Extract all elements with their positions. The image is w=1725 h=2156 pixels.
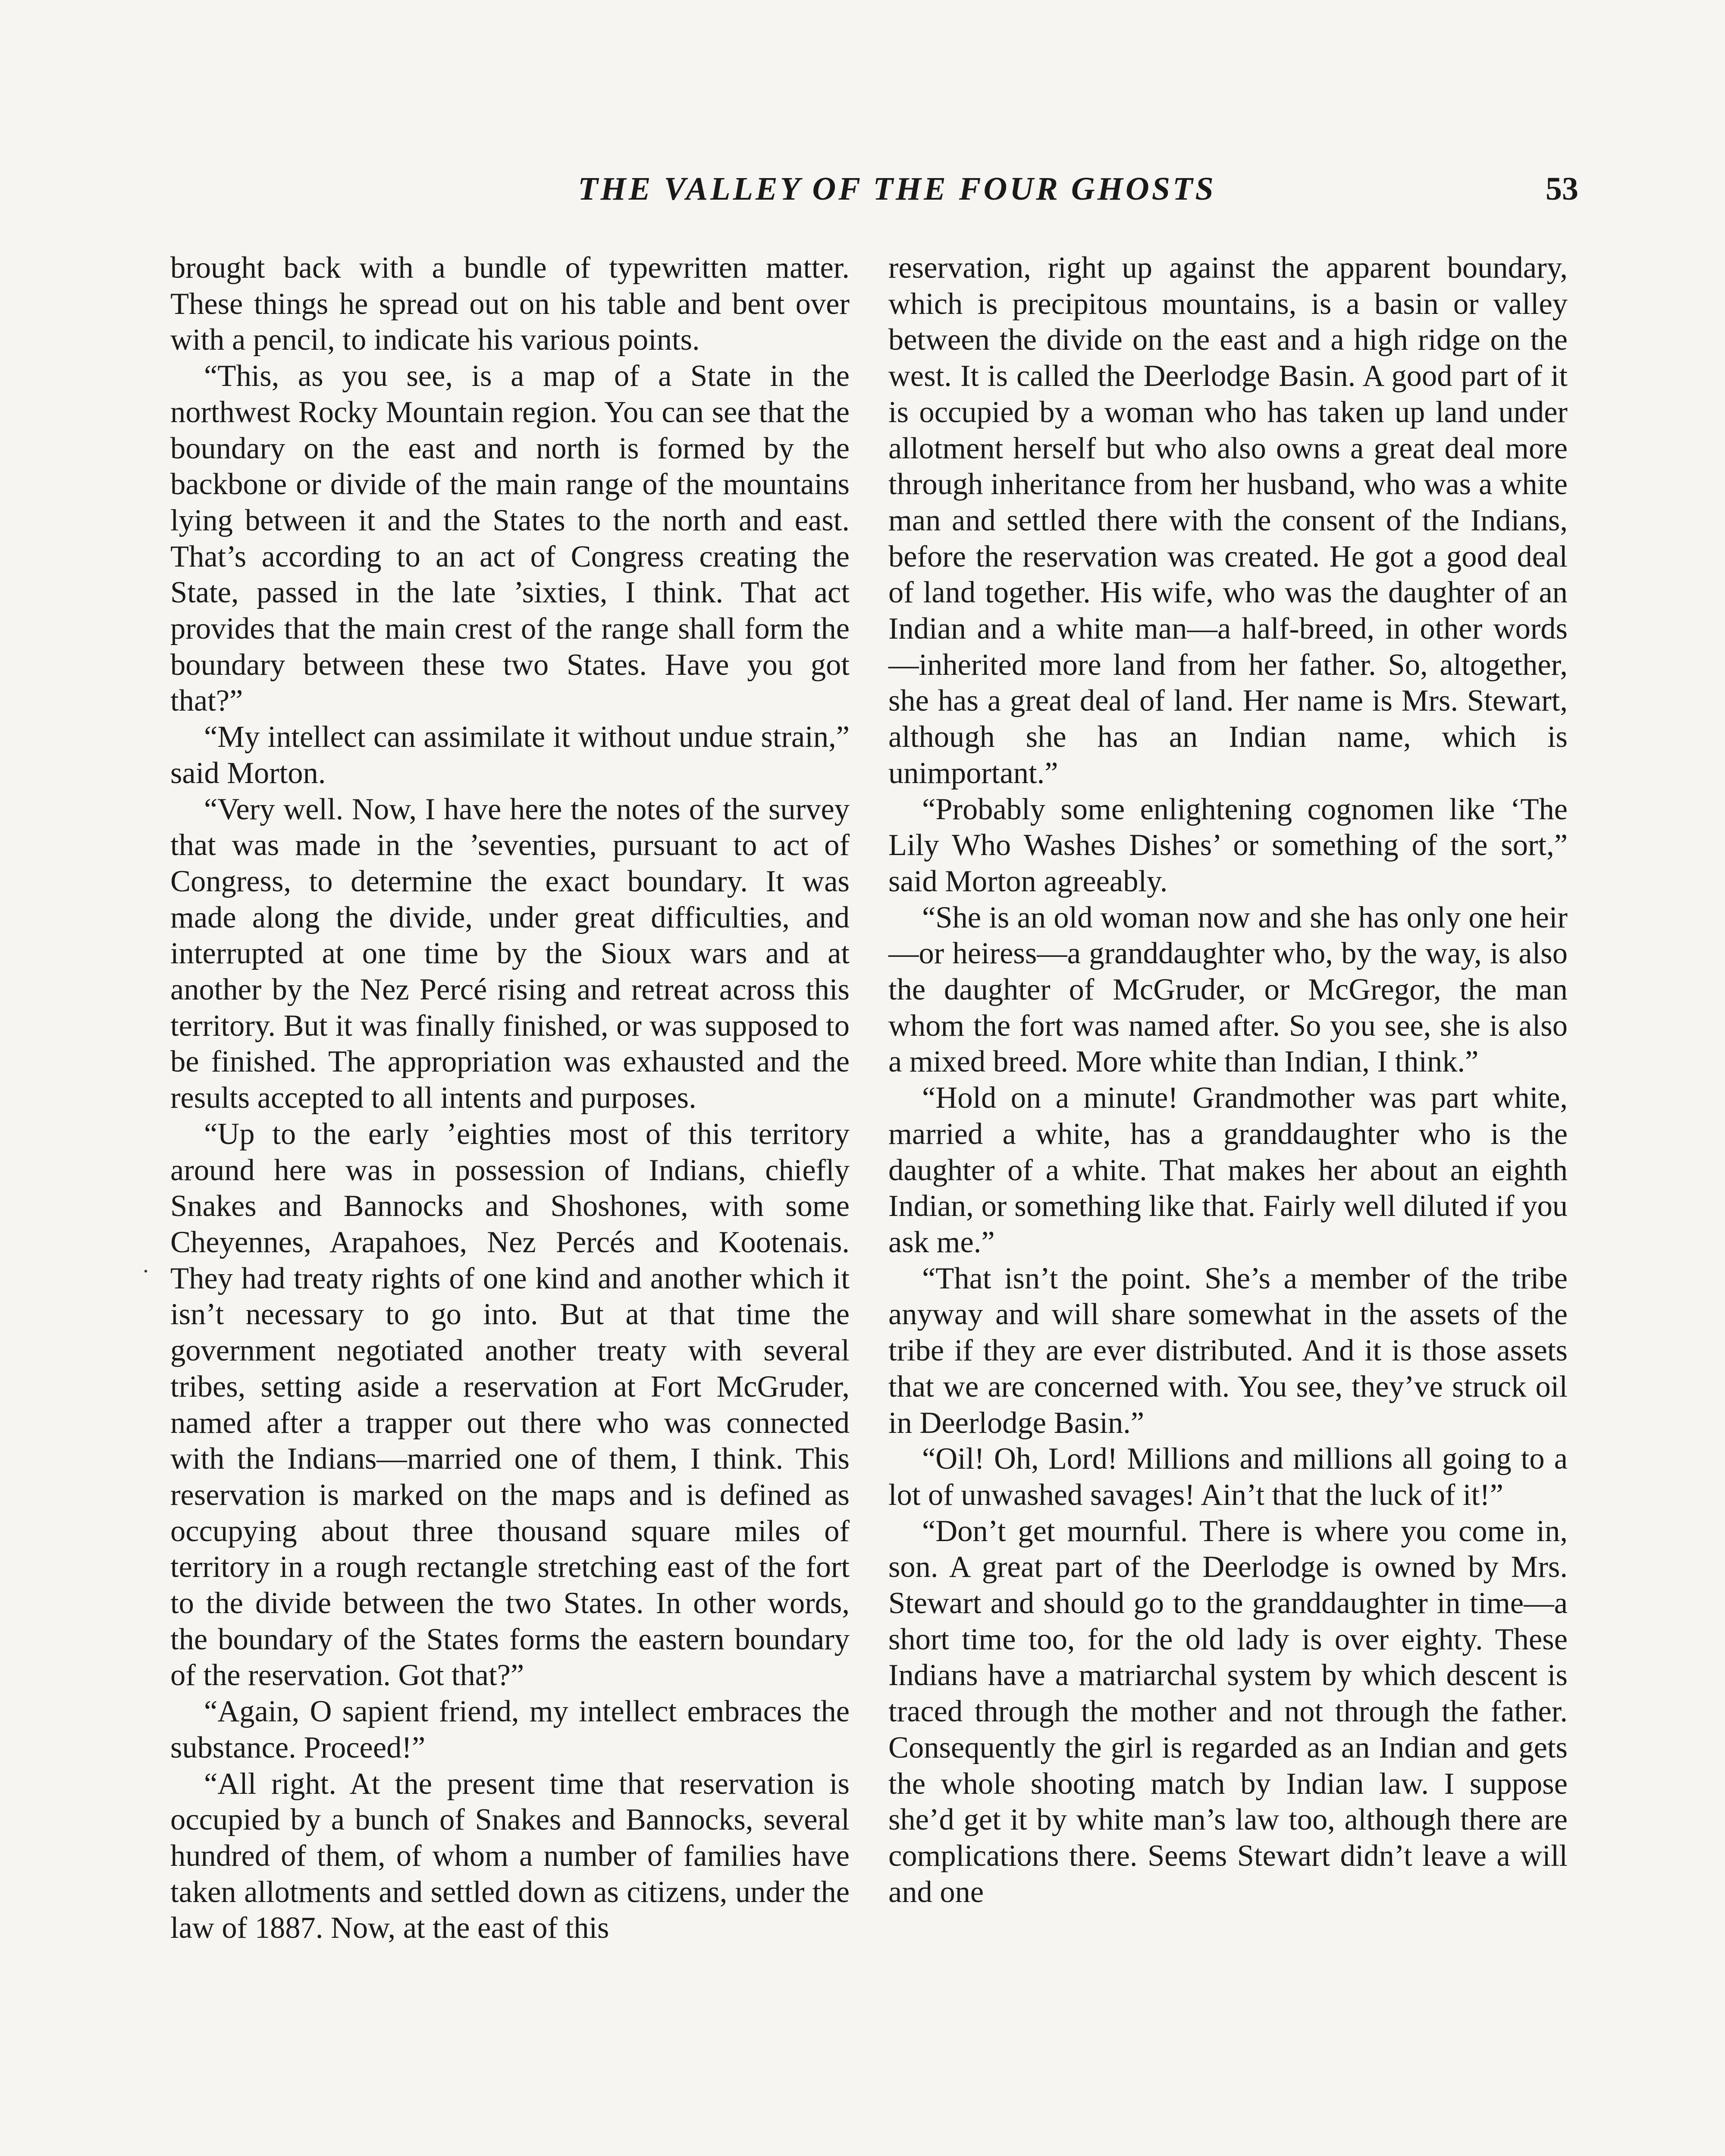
paragraph: “Don’t get mournful. There is where you come in, son. A great part of the Deerlodge is owned by Mrs. Stewart and should go to the granddaughter in time—a short time too, for the old lady is over eighty. These Indians have a matriarchal system by which descent is traced through the mother and not through the father. Consequently the girl is regarded as an Indian and gets the whole shooting match by Indian law. I suppose she’d get it by white man’s law too, although there are complications there. Seems Stewart didn’t leave a will and one	[888, 1514, 1568, 1909]
paragraph: “This, as you see, is a map of a State in the northwest Rocky Mountain region. You can see that the boundary on the east and north is formed by the backbone or divide of the main range of the mountains lying between it and the States to the north and east. That’s according to an act of Congress creating the State, passed in the late ’sixties, I think. That act provides that the main crest of the range shall form the boundary between these two States. Have you got that?”	[170, 359, 850, 718]
paragraph: “Up to the early ’eighties most of this territory around here was in possession of Indians, chiefly Snakes and Bannocks and Shoshones, with some Cheyennes, Arapahoes, Nez Percés and Kootenais. They had treaty rights of one kind and another which it isn’t necessary to go into. But at that time the government negotiated another treaty with several tribes, setting aside a reservation at Fort McGruder, named after a trapper out there who was connected with the Indians—married one of them, I think. This reservation is marked on the maps and is defined as occupying about three thousand square miles of territory in a rough rectangle stretching east of the fort to the divide between the two States. In other words, the boundary of the States forms the eastern boundary of the reservation. Got that?”	[170, 1117, 850, 1692]
paragraph: “Very well. Now, I have here the notes of the survey that was made in the ’seventies, pursuant to act of Congress, to determine the exact boundary. It was made along the divide, under great difficulties, and interrupted at one time by the Sioux wars and at another by the Nez Percé rising and retreat across this territory. But it was finally finished, or was supposed to be finished. The appropriation was exhausted and the results accepted to all intents and purposes.	[170, 792, 850, 1115]
paragraph: “Oil! Oh, Lord! Millions and millions all going to a lot of unwashed savages! Ain’t that the luck of it!”	[888, 1442, 1568, 1512]
page-number: 53	[1546, 171, 1578, 207]
running-title: THE VALLEY OF THE FOUR GHOSTS	[578, 171, 1216, 207]
paragraph: “She is an old woman now and she has only one heir—or heiress—a granddaughter who, by the way, is also the daughter of McGruder, or McGregor, the man whom the fort was named after. So you see, she is also a mixed breed. More white than Indian, I think.”	[888, 900, 1568, 1079]
ink-speck	[144, 1270, 147, 1272]
paragraph: “Probably some enlightening cognomen like ‘The Lily Who Washes Dishes’ or something of the sort,” said Morton agreeably.	[888, 792, 1568, 898]
paragraph: reservation, right up against the apparent boundary, which is precipitous mountains, is a basin or valley between the divide on the east and a high ridge on the west. It is called the Deerlodge Basin. A good part of it is occupied by a woman who has taken up land under allotment herself but who also owns a great deal more through inheritance from her husband, who was a white man and settled there with the consent of the Indians, before the reservation was created. He got a good deal of land together. His wife, who was the daughter of an Indian and a white man—a half-breed, in other words—inherited more land from her father. So, altogether, she has a great deal of land. Her name is Mrs. Stewart, although she has an Indian name, which is unimportant.”	[888, 251, 1568, 790]
paragraph: “Hold on a minute! Grandmother was part white, married a white, has a granddaughter who is the daughter of a white. That makes her about an eighth Indian, or something like that. Fairly well diluted if you ask me.”	[888, 1081, 1568, 1259]
paragraph: “Again, O sapient friend, my intellect embraces the substance. Proceed!”	[170, 1695, 850, 1764]
paragraph: “All right. At the present time that reservation is occupied by a bunch of Snakes and Bannocks, several hundred of them, of whom a number of families have taken allotments and settled down as citizens, under the law of 1887. Now, at the east of this	[170, 1767, 850, 1945]
paragraph: “That isn’t the point. She’s a member of the tribe anyway and will share somewhat in the assets of the tribe if they are ever distributed. And it is those assets that we are concerned with. You see, they’ve struck oil in Deerlodge Basin.”	[888, 1261, 1568, 1440]
left-column	[170, 250, 850, 1946]
right-column	[888, 250, 1568, 1910]
paragraph: “My intellect can assimilate it without undue strain,” said Morton.	[170, 720, 850, 790]
paragraph: brought back with a bundle of typewritten matter. These things he spread out on his table and bent over with a pencil, to indicate his various points.	[170, 251, 850, 357]
